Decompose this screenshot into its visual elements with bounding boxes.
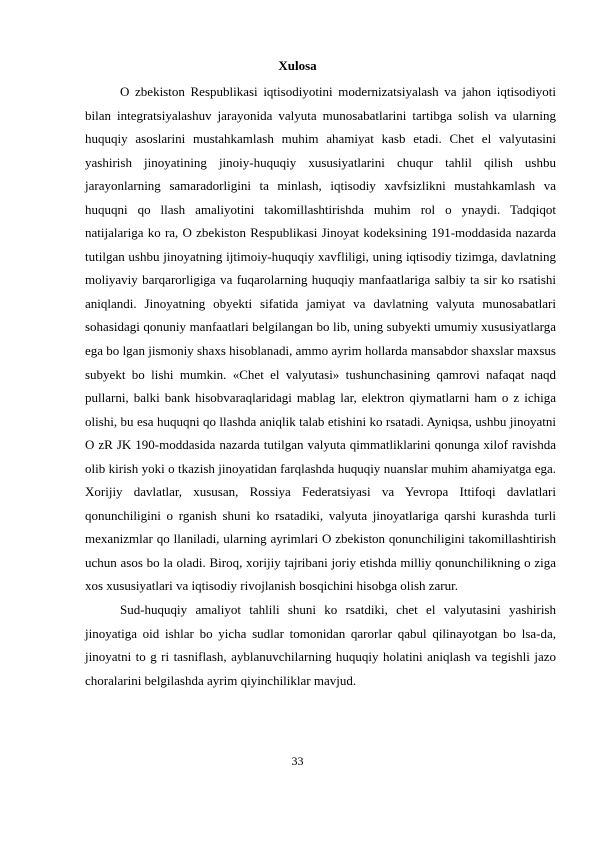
paragraph-conclusion: O zbekiston Respublikasi iqtisodiyotini modernizatsiyalash va jahon iqtisodiyoti bilan integratsiyalashuv jarayonida valyuta munosabatlarini tartibga solish va ularning huquqiy asoslarini mustahkamlash muhim ahamiyat kasb etadi. Chet el valyutasini yashirish jinoyatining jinoiy-huquqiy xususiyatlarini chuqur tahlil qilish ushbu jarayonlarning samaradorligini ta minlash, iqtisodiy xavfsizlikni mustahkamlash va huquqni qo llash amaliyotini takomillashtirishda muhim rol o ynaydi. Tadqiqot natijalariga ko ra, O zbekiston Respublikasi Jinoyat kodeksining 191-moddasida nazarda tutilgan ushbu jinoyatning ijtimoiy-huquqiy xavfliligi, uning iqtisodiy tizimga, davlatning moliyaviy barqarorligiga va fuqarolarning huquqiy manfaatlariga salbiy ta sir ko rsatishi aniqlandi. Jinoyatning obyekti sifatida jamiyat va davlatning valyuta munosabatlari sohasidagi qonuniy manfaatlari belgilangan bo lib, uning subyekti umumiy xususiyatlarga ega bo lgan jismoniy shaxs hisoblanadi, ammo ayrim hollarda mansabdor shaxslar maxsus subyekt bo lishi mumkin. «Chet el valyutasi» tushunchasining qamrovi nafaqat naqd pullarni, balki bank hisobvaraqlaridagi mablag lar, elektron qiymatlarni ham o z ichiga olishi, bu esa huquqni qo llashda aniqlik talab etishini ko rsatadi. Ayniqsa, ushbu jinoyatni O zR JK 190-moddasida nazarda tutilgan valyuta qimmatliklarini qonunga xilof ravishda olib kirish yoki o tkazish jinoyatidan farqlashda huquqiy nuanslar muhim ahamiyatga ega. Xorijiy davlatlar, xususan, Rossiya Federatsiyasi va Yevropa Ittifoqi davlatlari qonunchiligini o rganish shuni ko rsatadiki, valyuta jinoyatlariga qarshi kurashda turli mexanizmlar qo llaniladi, ularning ayrimlari O zbekiston qonunchiligini takomillashtirish uchun asos bo la oladi. Biroq, xorijiy tajribani joriy etishda milliy qonunchilikning o ziga xos xususiyatlari va iqtisodiy rivojlanish bosqichini hisobga olish zarur. bbox=[85, 84, 556, 594]
section-title: Xulosa bbox=[278, 58, 317, 73]
paragraph-court-practice: Sud-huquqiy amaliyot tahlili shuni ko rsatdiki, chet el valyutasini yashirish jinoyatiga oid ishlar bo yicha sudlar tomonidan qarorlar qabul qilinayotgan bo lsa-da, jinoyatni to g ri tasniflash, ayblanuvchilarning huquqiy holatini aniqlash va tegishli jazo choralarini belgilashda ayrim qiyinchiliklar mavjud. bbox=[85, 602, 556, 688]
page-number: 33 bbox=[291, 754, 304, 768]
body-text bbox=[85, 80, 556, 692]
